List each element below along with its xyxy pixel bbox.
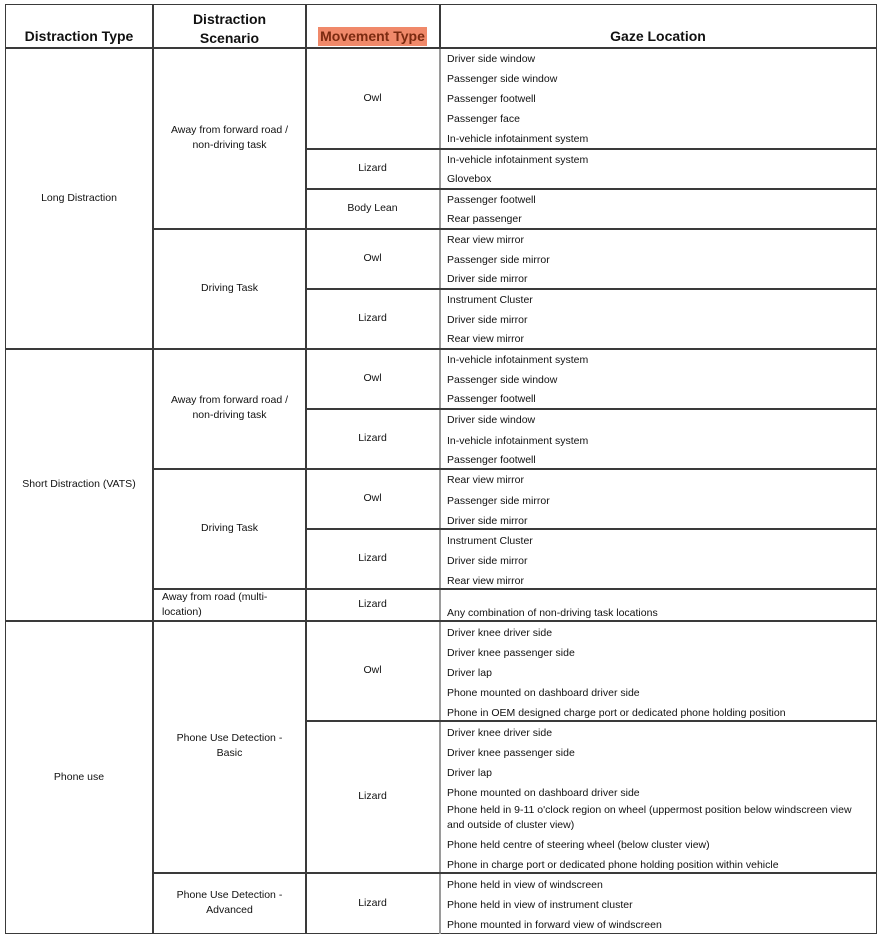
gaze-location-item: In-vehicle infotainment system	[447, 354, 589, 366]
movement-cell: Lizard	[358, 896, 387, 909]
gaze-location-item: Passenger footwell	[447, 454, 536, 466]
gaze-location-item: Passenger footwell	[447, 194, 536, 206]
gaze-location-item: Driver knee passenger side	[447, 647, 575, 659]
scenario-cell: Away from road (multi-location)	[162, 590, 268, 618]
gaze-location-item: Driver side window	[447, 414, 536, 426]
gaze-location-item: Passenger side mirror	[447, 254, 550, 266]
gaze-location-item: Glovebox	[447, 173, 492, 185]
gaze-location-item: Phone mounted on dashboard driver side	[447, 787, 640, 799]
gaze-location-item: Rear view mirror	[447, 474, 525, 486]
gaze-location-item: Passenger side window	[447, 73, 558, 85]
gaze-location-item: Driver side window	[447, 53, 536, 65]
movement-cell: Owl	[363, 663, 382, 676]
movement-cell: Lizard	[358, 789, 387, 802]
gaze-location-item: Passenger footwell	[447, 93, 536, 105]
gaze-location-item: Phone in charge port or dedicated phone holding position within vehicle	[447, 859, 779, 871]
gaze-location-item: Instrument Cluster	[447, 294, 533, 306]
movement-cell: Owl	[363, 91, 382, 104]
scenario-cell: Away from forward road / non-driving task	[170, 394, 289, 421]
gaze-location-item: Driver side mirror	[447, 314, 528, 326]
movement-cell: Lizard	[358, 431, 387, 444]
movement-cell: Lizard	[358, 551, 387, 564]
header-distraction-type: Distraction Type	[24, 28, 134, 44]
gaze-location-item: Passenger footwell	[447, 393, 536, 405]
scenario-cell: Driving Task	[201, 281, 258, 294]
gaze-location-item: In-vehicle infotainment system	[447, 435, 589, 447]
gaze-location-item: Phone held centre of steering wheel (below cluster view)	[447, 839, 710, 851]
gaze-location-item: Rear view mirror	[447, 234, 525, 246]
gaze-location-item: Driver knee driver side	[447, 727, 553, 739]
movement-cell: Body Lean	[347, 201, 398, 214]
header-gaze-location: Gaze Location	[610, 28, 706, 44]
scenario-cell: Phone Use Detection - Advanced	[176, 889, 283, 916]
gaze-location-item: Driver knee passenger side	[447, 747, 575, 759]
gaze-location-item: Rear view mirror	[447, 333, 525, 345]
gaze-location-item: Instrument Cluster	[447, 535, 533, 547]
highlighted-header-text: Movement Type	[320, 28, 425, 44]
gaze-location-item: Passenger side mirror	[447, 495, 550, 507]
gaze-location-item: Driver side mirror	[447, 273, 528, 285]
scenario-cell	[154, 48, 305, 228]
header-movement-type	[306, 4, 439, 48]
header-distraction-scenario: Distraction Scenario	[192, 11, 267, 46]
gaze-location-item: Rear passenger	[447, 213, 522, 225]
distraction-type-cell: Short Distraction (VATS)	[22, 477, 136, 490]
gaze-location-item: Phone held in view of windscreen	[447, 879, 603, 891]
distraction-type-cell: Phone use	[53, 770, 105, 783]
gaze-location-item: In-vehicle infotainment system	[447, 133, 589, 145]
gaze-location-item: Phone held in view of instrument cluster	[447, 899, 633, 911]
gaze-location-item: Rear view mirror	[447, 575, 525, 587]
column-divider	[439, 47, 441, 934]
distraction-type-cell: Long Distraction	[41, 191, 117, 204]
gaze-location-item: Any combination of non-driving task locations	[447, 607, 658, 619]
gaze-location-item: Driver side mirror	[447, 555, 528, 567]
movement-cell: Owl	[363, 251, 382, 264]
movement-cell: Owl	[363, 491, 382, 504]
gaze-location-item: Passenger face	[447, 113, 520, 125]
movement-cell: Owl	[363, 371, 382, 384]
column-divider	[439, 4, 441, 48]
gaze-location-item: Phone mounted in forward view of windscreen	[447, 919, 662, 931]
movement-cell: Lizard	[358, 597, 387, 610]
gaze-location-item: Driver side mirror	[447, 515, 528, 527]
gaze-location-item: In-vehicle infotainment system	[447, 154, 589, 166]
gaze-location-item: Driver lap	[447, 667, 492, 679]
movement-cell: Lizard	[358, 311, 387, 324]
gaze-location-item: Driver knee driver side	[447, 627, 553, 639]
gaze-location-item: Driver lap	[447, 767, 492, 779]
scenario-cell: Driving Task	[201, 521, 258, 534]
gaze-location-item: Phone in OEM designed charge port or dedicated phone holding position	[447, 707, 786, 719]
movement-cell: Lizard	[358, 161, 387, 174]
gaze-location-item: Phone held in 9-11 o'clock region on wheel (uppermost position below windscreen view and outside of cluster view)	[447, 804, 852, 831]
scenario-cell: Phone Use Detection - Basic	[176, 732, 283, 759]
gaze-location-item: Passenger side window	[447, 374, 558, 386]
gaze-location-item: Phone mounted on dashboard driver side	[447, 687, 640, 699]
scenario-text: Away from forward road / non-driving task	[170, 124, 289, 151]
